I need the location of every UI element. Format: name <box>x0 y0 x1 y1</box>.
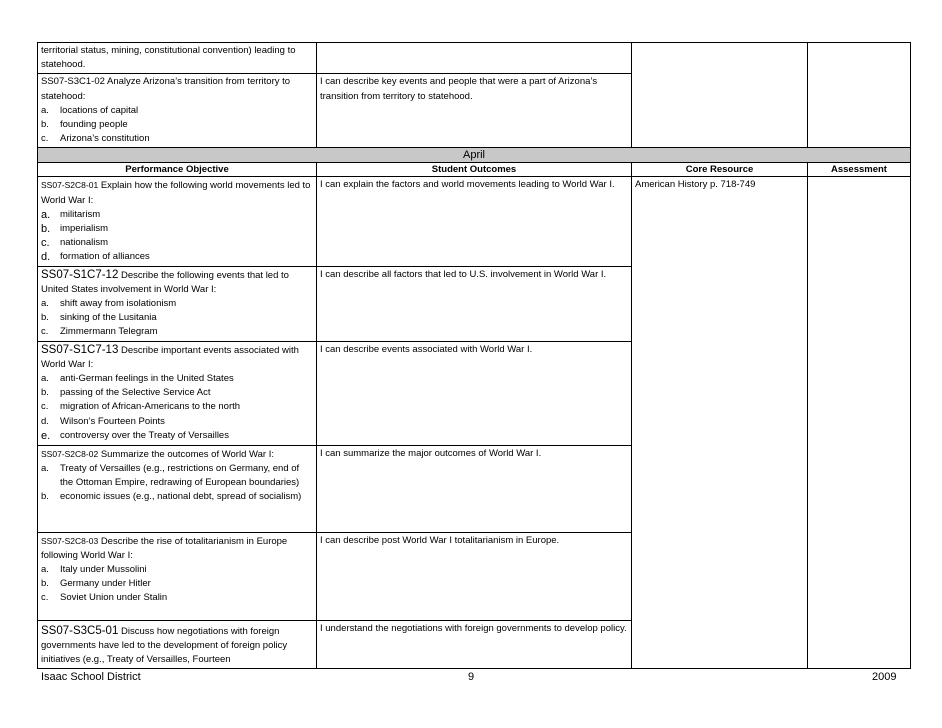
core-resource-text: American History p. 718-749 <box>635 179 756 191</box>
objective-item: d. Wilson’s Fourteen Points <box>41 415 165 427</box>
objective-item: b. Germany under Hitler <box>41 578 151 590</box>
objective-code: SS07-S2C8-03 <box>41 535 99 546</box>
objective-code: SS07-S2C8-01 <box>41 180 99 191</box>
objective-description: Discuss how negotiations with foreign governments have led to the development of foreign policy initiatives (e.g., Treaty of Versailles, Fourteen <box>41 625 288 666</box>
header-student-outcomes: Student Outcomes <box>317 163 632 177</box>
objective-cell <box>38 177 317 266</box>
objective-item-list <box>41 297 313 340</box>
objective-item: a. shift away from isolationism <box>41 298 177 310</box>
objective-item: c. Zimmermann Telegram <box>41 326 158 338</box>
objective-description: Describe the rise of totalitarianism in Europe following World War I: <box>41 535 288 561</box>
objective-cell <box>38 532 317 620</box>
header-core-resource: Core Resource <box>632 163 808 177</box>
objective-item: c. Arizona’s constitution <box>41 133 150 145</box>
outcome-text: I can explain the factors and world movements leading to World War I. <box>320 179 615 191</box>
objective-item: a. anti-German feelings in the United States <box>41 373 234 385</box>
objective-item: a. Italy under Mussolini <box>41 564 147 576</box>
objective-item: b. sinking of the Lusitania <box>41 312 157 324</box>
outcome-cell <box>317 341 632 445</box>
objective-item: b. economic issues (e.g., national debt, spread of socialism) <box>41 491 302 503</box>
objective-item: a. militarism <box>41 208 101 221</box>
objective-item: a. locations of capital <box>41 104 139 116</box>
objective-item-list <box>41 104 313 147</box>
objective-item: d. formation of alliances <box>41 251 150 264</box>
continued-objective-cell <box>38 43 317 74</box>
objective-description: Summarize the outcomes of World War I: <box>100 448 274 460</box>
objective-cell <box>38 341 317 445</box>
objective-item: c. migration of African-Americans to the north <box>41 401 241 413</box>
objective-item: a. Treaty of Versailles (e.g., restrictions on Germany, end of the Ottoman Empire, redrawing of European boundaries) <box>41 462 300 489</box>
objective-item: c. nationalism <box>41 237 109 250</box>
objective-item-list <box>41 372 313 443</box>
objective-item-list <box>41 208 313 265</box>
outcome-text: I can describe events associated with World War I. <box>320 343 533 355</box>
continued-objective-text: territorial status, mining, constitutional convention) leading to statehood. <box>41 45 296 71</box>
outcome-text: I can describe all factors that led to U.S. involvement in World War I. <box>320 268 607 280</box>
outcome-cell <box>317 266 632 341</box>
outcome-text: I understand the negotiations with foreign governments to develop policy. <box>320 622 627 634</box>
objective-description: Describe the following events that led to United States involvement in World War I: <box>41 269 289 295</box>
objective-description: Describe important events associated with World War I: <box>41 344 299 370</box>
outcome-text: I can describe post World War I totalitarianism in Europe. <box>320 534 560 546</box>
objective-description: Analyze Arizona’s transition from territory to statehood: <box>41 76 291 102</box>
curriculum-table <box>37 42 911 669</box>
objective-code: SS07-S1C7-12 <box>41 268 119 281</box>
outcome-cell <box>317 532 632 620</box>
continued-row <box>38 43 911 74</box>
objective-item: c. Soviet Union under Stalin <box>41 592 168 604</box>
outcome-cell <box>317 74 632 148</box>
objective-item: b. passing of the Selective Service Act <box>41 387 211 399</box>
footer-page-number: 9 <box>468 671 475 683</box>
column-header-row <box>38 163 911 177</box>
objective-item: b. imperialism <box>41 223 109 236</box>
objective-cell <box>38 620 317 669</box>
continued-outcome-cell <box>317 43 632 74</box>
outcome-text: I can summarize the major outcomes of World War I. <box>320 447 542 459</box>
objective-cell <box>38 74 317 148</box>
objective-item: b. founding people <box>41 119 128 131</box>
objective-item: e. controversy over the Treaty of Versailles <box>41 429 229 442</box>
month-label: April <box>38 148 911 163</box>
outcome-cell <box>317 445 632 532</box>
continued-resource-cell <box>632 43 808 148</box>
core-resource-cell <box>632 177 808 669</box>
footer-year: 2009 <box>872 671 897 683</box>
objective-cell <box>38 266 317 341</box>
footer-district: Isaac School District <box>41 671 141 683</box>
objective-description: Explain how the following world movements led to World War I: <box>41 180 311 206</box>
objective-item-list <box>41 563 313 606</box>
objective-cell <box>38 445 317 532</box>
objective-code: SS07-S2C8-02 <box>41 448 99 459</box>
month-row <box>38 148 911 163</box>
objective-code: SS07-S3C5-01 <box>41 624 119 637</box>
outcome-cell <box>317 177 632 266</box>
header-assessment: Assessment <box>808 163 911 177</box>
outcome-text: I can describe key events and people that were a part of Arizona’s transition from territory to statehood. <box>320 76 598 102</box>
objective-code: SS07-S1C7-13 <box>41 343 119 356</box>
assessment-cell <box>808 177 911 669</box>
header-performance-objective: Performance Objective <box>38 163 317 177</box>
continued-assessment-cell <box>808 43 911 148</box>
objective-item-list <box>41 462 313 505</box>
objective-row <box>38 177 911 266</box>
outcome-cell <box>317 620 632 669</box>
objective-code: SS07-S3C1-02 <box>41 76 105 88</box>
